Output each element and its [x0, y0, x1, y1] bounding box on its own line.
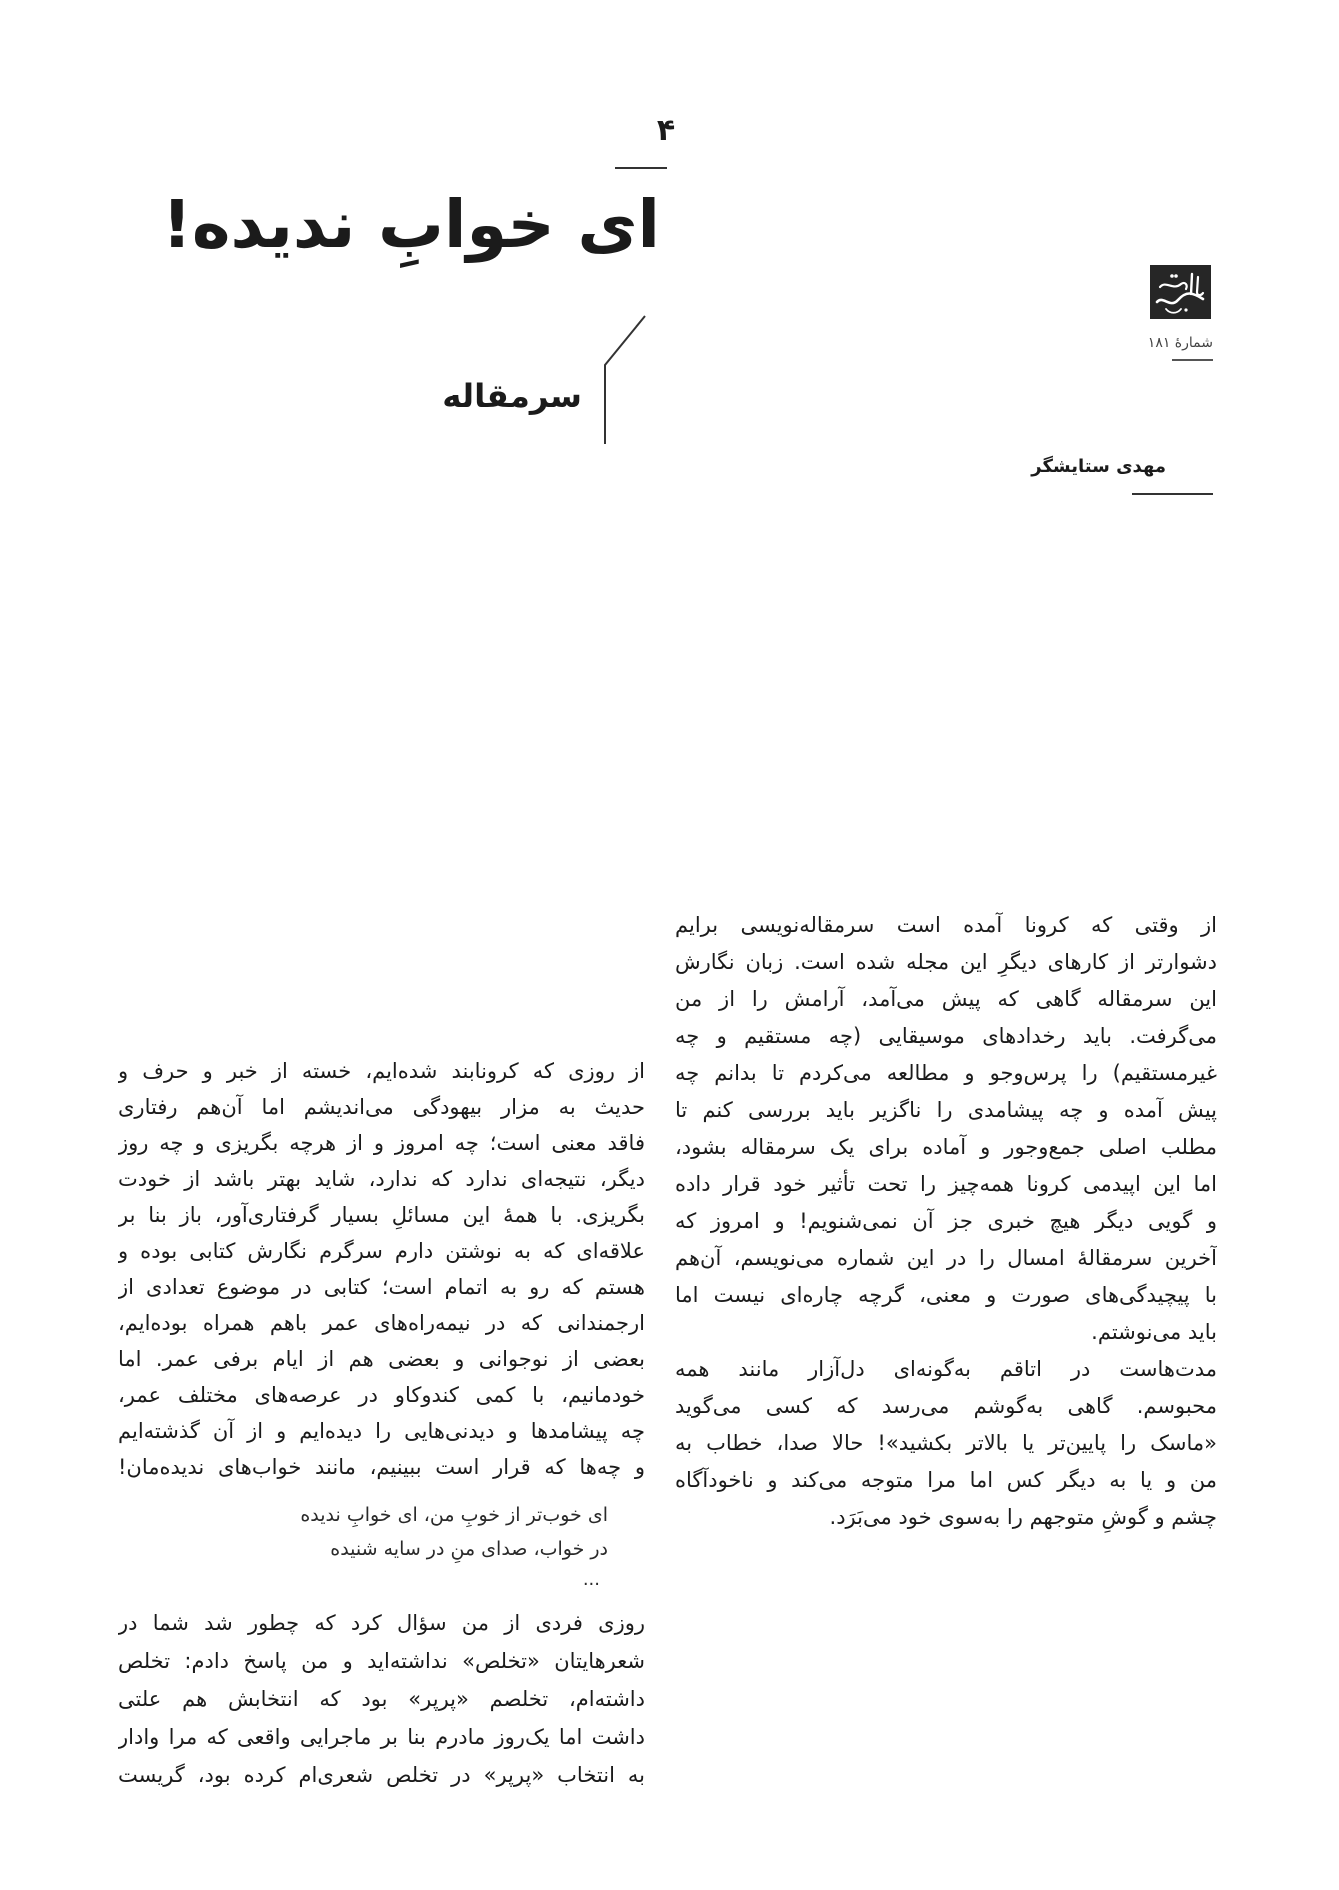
body-line: می‌گرفت. باید رخدادهای موسیقایی (چه مستقیم و چه	[675, 1024, 1217, 1048]
body-line: چه پیشامدها و دیدنی‌هایی را دیده‌ایم و از آن گذشته‌ایم	[118, 1419, 645, 1443]
body-line: هستم که رو به اتمام است؛ کتابی در موضوع تعدادی از	[118, 1275, 645, 1299]
body-line: فاقد معنی است؛ چه امروز و از هرچه بگریزی و چه روز	[118, 1131, 645, 1155]
right-column	[675, 907, 1217, 1536]
logo-stroke	[1191, 274, 1192, 294]
body-line: مطلب اصلی جمع‌وجور و آماده برای یک سرمقاله بشود،	[675, 1135, 1217, 1159]
logo-dot	[1170, 274, 1174, 278]
body-line: ارجمندانی که در نیمه‌راه‌های عمر باهم همراه بوده‌ایم،	[118, 1311, 645, 1335]
body-line: محبوسم. گاهی به‌گوشم می‌رسد که کسی می‌گوید	[675, 1394, 1217, 1418]
paragraph	[675, 1351, 1217, 1536]
logo-dot	[1174, 274, 1178, 278]
poem-line: در خواب، صدای منِ در سایه شنیده	[330, 1538, 608, 1560]
body-line: پیش آمده و چه پیشامدی را ناگزیر باید بررسی کنم تا	[675, 1098, 1217, 1122]
author-name: مهدی ستایشگر	[1031, 456, 1166, 477]
body-line: داشته‌ام، تخلصم «پرپر» بود که انتخابش هم علتی	[118, 1687, 645, 1711]
issue-number: شمارهٔ ۱۸۱	[1147, 335, 1213, 351]
body-line: دشوارتر از کارهای دیگرِ این مجله شده است. زبان نگارش	[675, 950, 1217, 974]
body-line: «ماسک را پایین‌تر یا بالاتر بکشید»! حالا صدا، خطاب به	[675, 1431, 1217, 1455]
body-line: مدت‌هاست در اتاقم به‌گونه‌ای دل‌آزار مانند همه	[675, 1357, 1217, 1381]
body-line: روزی فردی از من سؤال کرد که چطور شد شما در	[118, 1611, 645, 1635]
issue-rule	[1172, 359, 1213, 361]
body-line: باید می‌نوشتم.	[1091, 1320, 1217, 1344]
body-line: خودمانیم، با کمی کندوکاو در عرصه‌های مختلف عمر،	[118, 1383, 645, 1407]
magazine-logo	[1150, 265, 1211, 319]
body-line: از وقتی که کرونا آمده است سرمقاله‌نویسی برایم	[675, 913, 1217, 937]
body-line: و چه‌ها که قرار است ببینیم، مانند خواب‌های ندیده‌مان!	[118, 1455, 645, 1479]
body-line: بعضی از نوجوانی و بعضی هم از ایام برفی عمر. اما	[118, 1347, 645, 1371]
section-label: سرمقاله	[442, 377, 582, 415]
connector-stroke	[605, 316, 645, 444]
body-line: داشت اما یک‌روز مادرم بنا بر ماجرایی واقعی که مرا وادار	[118, 1725, 645, 1749]
article-title: ای خوابِ ندیده!	[161, 187, 660, 263]
body-line: بگریزی. با همهٔ این مسائلِ بسیار گرفتاری‌آور، باز بنا بر	[118, 1203, 645, 1227]
body-line: چشم و گوشِ متوجهم را به‌سوی خود می‌بَرَد.	[829, 1505, 1217, 1529]
body-line: علاقه‌ای که به نوشتن دارم سرگرم نگارش کتابی بوده و	[118, 1239, 645, 1263]
body-line: آخرین سرمقالهٔ امسال را در این شماره می‌نویسم، آن‌هم	[675, 1246, 1217, 1270]
body-line: غیرمستقیم) را پرس‌وجو و مطالعه می‌کردم تا بدانم چه	[675, 1061, 1217, 1085]
left-column-paragraph	[118, 1053, 645, 1485]
logo-background	[1150, 265, 1211, 319]
left-column-paragraph	[118, 1604, 645, 1794]
body-line: شعرهایتان «تخلص» نداشته‌اید و من پاسخ دادم: تخلص	[118, 1649, 645, 1673]
title-connector-line	[600, 310, 650, 450]
body-line: به انتخاب «پرپر» در تخلص شعری‌ام کرده بود، گریست	[118, 1763, 645, 1787]
body-line: این سرمقاله گاهی که پیش می‌آمد، آرامش را از من	[675, 987, 1217, 1011]
body-line: من و یا به دیگر کس اما مرا متوجه می‌کند و ناخودآگاه	[675, 1468, 1217, 1492]
poem-line: ای خوب‌تر از خوبِ من، ای خوابِ ندیده	[300, 1504, 608, 1526]
body-line: با پیچیدگی‌های صورت و معنی، گرچه چاره‌ای نیست اما	[675, 1283, 1217, 1307]
body-line: از روزی که کرونابند شده‌ایم، خسته از خبر و حرف و	[118, 1059, 645, 1083]
body-line: اما این اپیدمی کرونا همه‌چیز را تحت تأثیر خود قرار داده	[675, 1172, 1217, 1196]
paragraph	[675, 907, 1217, 1351]
body-line: حدیث به مزار بیهودگی می‌اندیشم اما آن‌هم رفتاری	[118, 1095, 645, 1119]
body-line: و گویی دیگر هیچ خبری جز آن نمی‌شنویم! و امروز که	[675, 1209, 1217, 1233]
author-rule	[1132, 493, 1213, 495]
page-number-rule	[615, 167, 667, 169]
poem-quote	[118, 1498, 608, 1566]
body-line: دیگر، نتیجه‌ای ندارد که ندارد، شاید بهتر باشد از خودت	[118, 1167, 645, 1191]
poem-ellipsis: ...	[582, 1569, 600, 1590]
page-number: ۴	[656, 113, 676, 148]
logo-dot	[1184, 308, 1187, 311]
